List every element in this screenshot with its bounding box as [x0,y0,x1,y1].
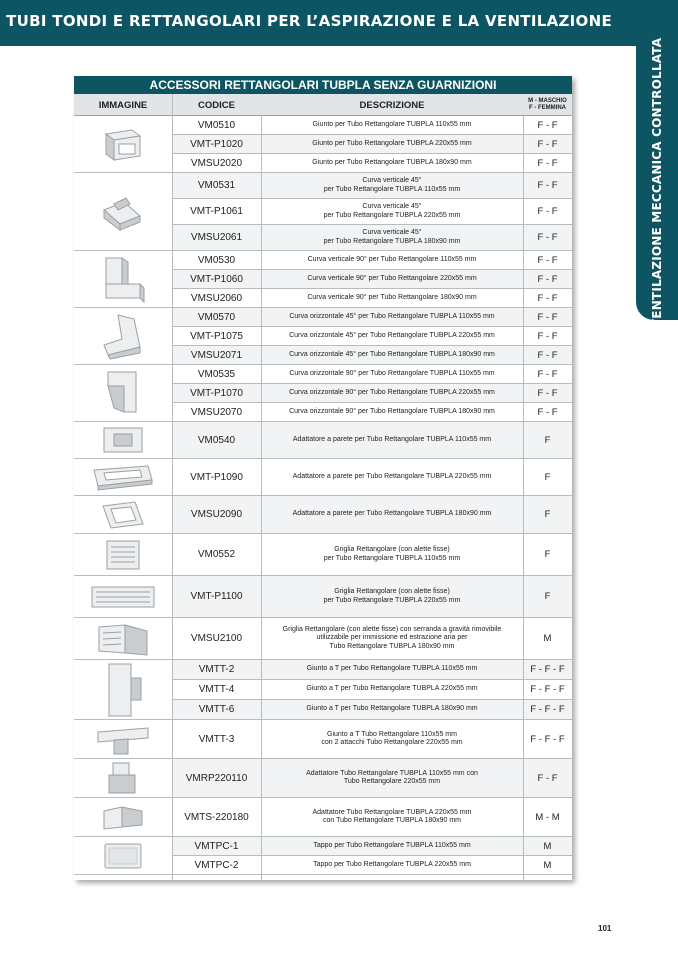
product-code: VMSU2100 [190,633,243,644]
wall-adapter-large-icon [74,496,172,534]
column-header-image: IMMAGINE [98,99,148,111]
table-row [172,660,572,680]
gender-legend-male: M - MASCHIO [528,98,567,104]
product-description: Giunto a T per Tubo Rettangolare TUBPLA 220x55 mm [306,685,478,693]
table-row [172,173,572,199]
table-row [172,251,572,270]
product-code: VMT-P1060 [190,273,243,285]
connection-type: F - F [537,180,558,191]
connection-type: F [544,509,551,520]
product-code: VM0530 [197,254,236,266]
product-description: Adattatore a parete per Tubo Rettangolare TUBPLA 220x55 mm [292,472,492,480]
table-header [74,94,572,116]
connection-type: F - F - F [530,664,565,675]
product-description: Griglia Rettangolare (con alette fisse) con serranda a gravità rimovibile utilizzabile per immissione ed estrazione aria per Tubo Rettangolare TUBPLA 180x90 mm [282,625,502,650]
table-row [172,199,572,225]
table-row [172,700,572,720]
connection-type: F - F [537,138,558,150]
product-description: Curva verticale 45° per Tubo Rettangolare TUBPLA 180x90 mm [323,229,461,245]
page-number: 101 [598,924,612,933]
product-description: Giunto per Tubo Rettangolare TUBPLA 110x55 mm [312,120,472,128]
connection-type: M - M [535,811,560,823]
t-joint-double-icon [74,720,172,759]
connection-type: M [543,840,552,852]
product-code: VMSU2020 [190,157,243,169]
connection-type: F - F [537,254,558,266]
product-description: Tappo per Tubo Rettangolare TUBPLA 110x55 mm [313,841,471,849]
column-divider [261,116,262,880]
product-description: Tappo per Tubo Rettangolare TUBPLA 220x55 mm [313,860,471,868]
product-description: Curva orizzontale 45° per Tubo Rettangolare TUBPLA 110x55 mm [289,312,495,320]
grille-small-icon [74,534,172,576]
connection-type: M [543,633,552,644]
product-code: VMTT-2 [198,664,235,675]
product-description: Curva verticale 90° per Tubo Rettangolare 110x55 mm [307,255,477,263]
connection-type: F - F [537,273,558,285]
table-row [172,680,572,700]
connection-type: F - F - F [530,704,565,715]
table-row [172,135,572,154]
table-row [172,720,572,759]
table-row [172,384,572,403]
connection-type: F - F [537,311,558,323]
product-description: Curva orizzontale 45° per Tubo Rettangolare TUBPLA 220x55 mm [289,331,495,339]
connection-type: F [544,434,551,446]
connection-type: F - F - F [530,684,565,695]
product-code: VMSU2090 [190,509,243,520]
table-row [172,759,572,798]
transition-adapter-icon [74,798,172,837]
product-description: Adattatore Tubo Rettangolare TUBPLA 220x55 mm con Tubo Rettangolare TUBPLA 180x90 mm [312,808,472,824]
straight-joint-icon [74,116,172,173]
product-code: VM0535 [197,368,236,380]
product-code: VMT-P1070 [190,387,243,399]
table-row [172,403,572,422]
product-description: Curva orizzontale 90° per Tubo Rettangolare TUBPLA 110x55 mm [289,369,495,377]
table-row [172,798,572,837]
column-header-gender [523,94,572,116]
table-row [172,459,572,496]
connection-type: F - F [537,772,558,784]
reducer-adapter-icon [74,759,172,798]
column-divider [523,116,524,880]
table-row [172,837,572,856]
connection-type: F - F [537,387,558,399]
product-code: VMRP220110 [185,772,248,784]
product-description: Giunto per Tubo Rettangolare TUBPLA 220x55 mm [312,139,472,147]
product-code: VMTPC-2 [194,859,239,871]
table-row [172,856,572,875]
product-description: Giunto a T per Tubo Rettangolare TUBPLA 180x90 mm [306,705,478,713]
product-description: Adattatore a parete per Tubo Rettangolare TUBPLA 110x55 mm [292,435,492,443]
product-description: Curva orizzontale 90° per Tubo Rettangolare TUBPLA 180x90 mm [289,407,495,415]
table-row [172,270,572,289]
product-code: VMTT-4 [198,684,235,695]
horizontal-90-bend-icon [74,365,172,422]
product-description: Curva orizzontale 90° per Tubo Rettangolare TUBPLA 220x55 mm [289,388,495,396]
connection-type: F - F [537,292,558,304]
connection-type: F [544,471,551,483]
product-code: VM0510 [197,119,236,131]
side-section-label: VENTILAZIONE MECCANICA CONTROLLATA [650,37,664,329]
end-cap-icon [74,837,172,875]
connection-type: F - F [537,406,558,418]
product-code: VMT-P1061 [190,206,243,217]
connection-type: F - F [537,232,558,243]
product-description: Giunto a T Tubo Rettangolare 110x55 mm con 2 attacchi Tubo Rettangolare 220x55 mm [321,730,463,746]
connection-type: F - F [537,330,558,342]
connection-type: F [544,549,551,560]
table-row [172,576,572,618]
product-code: VMTPC-1 [194,840,239,852]
connection-type: F - F [537,206,558,217]
product-description: Giunto a T per Tubo Rettangolare TUBPLA 110x55 mm [306,665,478,673]
product-code: VM0570 [197,311,236,323]
table-row [172,422,572,459]
product-code: VM0540 [197,434,236,446]
table-row [172,365,572,384]
product-description: Adattatore a parete per Tubo Rettangolare TUBPLA 180x90 mm [292,510,492,518]
page-header-title: TUBI TONDI E RETTANGOLARI PER L’ASPIRAZIONE E LA VENTILAZIONE [6,12,612,30]
table-row [172,225,572,251]
wall-adapter-small-icon [74,422,172,459]
product-code: VMSU2061 [190,232,243,243]
table-row [172,327,572,346]
product-description: Adattatore Tubo Rettangolare TUBPLA 110x55 mm con Tubo Rettangolare 220x55 mm [306,769,478,785]
product-code: VM0552 [197,549,236,560]
product-code: VMTT-6 [198,704,235,715]
table-row [172,289,572,308]
product-code: VMTT-3 [198,733,235,745]
table-row [172,346,572,365]
product-code: VMT-P1075 [190,330,243,342]
product-description: Curva verticale 90° per Tubo Rettangolare 180x90 mm [307,293,477,301]
connection-type: F [544,591,551,602]
column-divider [172,94,173,880]
product-description: Curva orizzontale 45° per Tubo Rettangolare TUBPLA 180x90 mm [289,350,495,358]
product-code: VMT-P1020 [190,138,243,150]
grille-wide-icon [74,576,172,618]
accessories-table [74,76,572,880]
vertical-90-bend-icon [74,251,172,308]
table-row [172,496,572,534]
wall-adapter-wide-icon [74,459,172,496]
product-code: VMT-P1090 [190,471,243,483]
table-row [172,618,572,660]
product-code: VMSU2071 [190,349,243,361]
product-code: VMTS-220180 [184,811,249,823]
product-description: Griglia Rettangolare (con alette fisse) per Tubo Rettangolare TUBPLA 220x55 mm [323,588,461,604]
horizontal-45-bend-icon [74,308,172,365]
connection-type: F - F [537,157,558,169]
gender-legend-female: F - FEMMINA [529,105,566,111]
product-description: Curva verticale 90° per Tubo Rettangolare 220x55 mm [307,274,477,282]
product-description: Griglia Rettangolare (con alette fisse) per Tubo Rettangolare TUBPLA 110x55 mm [323,546,461,562]
product-code: VMSU2060 [190,292,243,304]
column-header-description: DESCRIZIONE [359,99,425,111]
table-row [172,116,572,135]
grille-damper-icon [74,618,172,660]
table-row [172,154,572,173]
product-code: VMT-P1100 [190,591,243,602]
table-row [172,308,572,327]
product-code: VMSU2070 [190,406,243,418]
connection-type: F - F - F [530,733,565,745]
vertical-45-bend-icon [74,173,172,251]
connection-type: F - F [537,119,558,131]
product-code: VM0531 [197,180,236,191]
connection-type: F - F [537,368,558,380]
connection-type: M [543,859,552,871]
product-description: Curva verticale 45° per Tubo Rettangolare TUBPLA 220x55 mm [323,203,461,219]
product-description: Giunto per Tubo Rettangolare TUBPLA 180x90 mm [312,158,472,166]
connection-type: F - F [537,349,558,361]
table-title: ACCESSORI RETTANGOLARI TUBPLA SENZA GUARNIZIONI [74,76,572,94]
table-row [172,534,572,576]
product-description: Curva verticale 45° per Tubo Rettangolare TUBPLA 110x55 mm [323,177,461,193]
column-header-code: CODICE [198,99,235,111]
t-joint-icon [74,660,172,720]
